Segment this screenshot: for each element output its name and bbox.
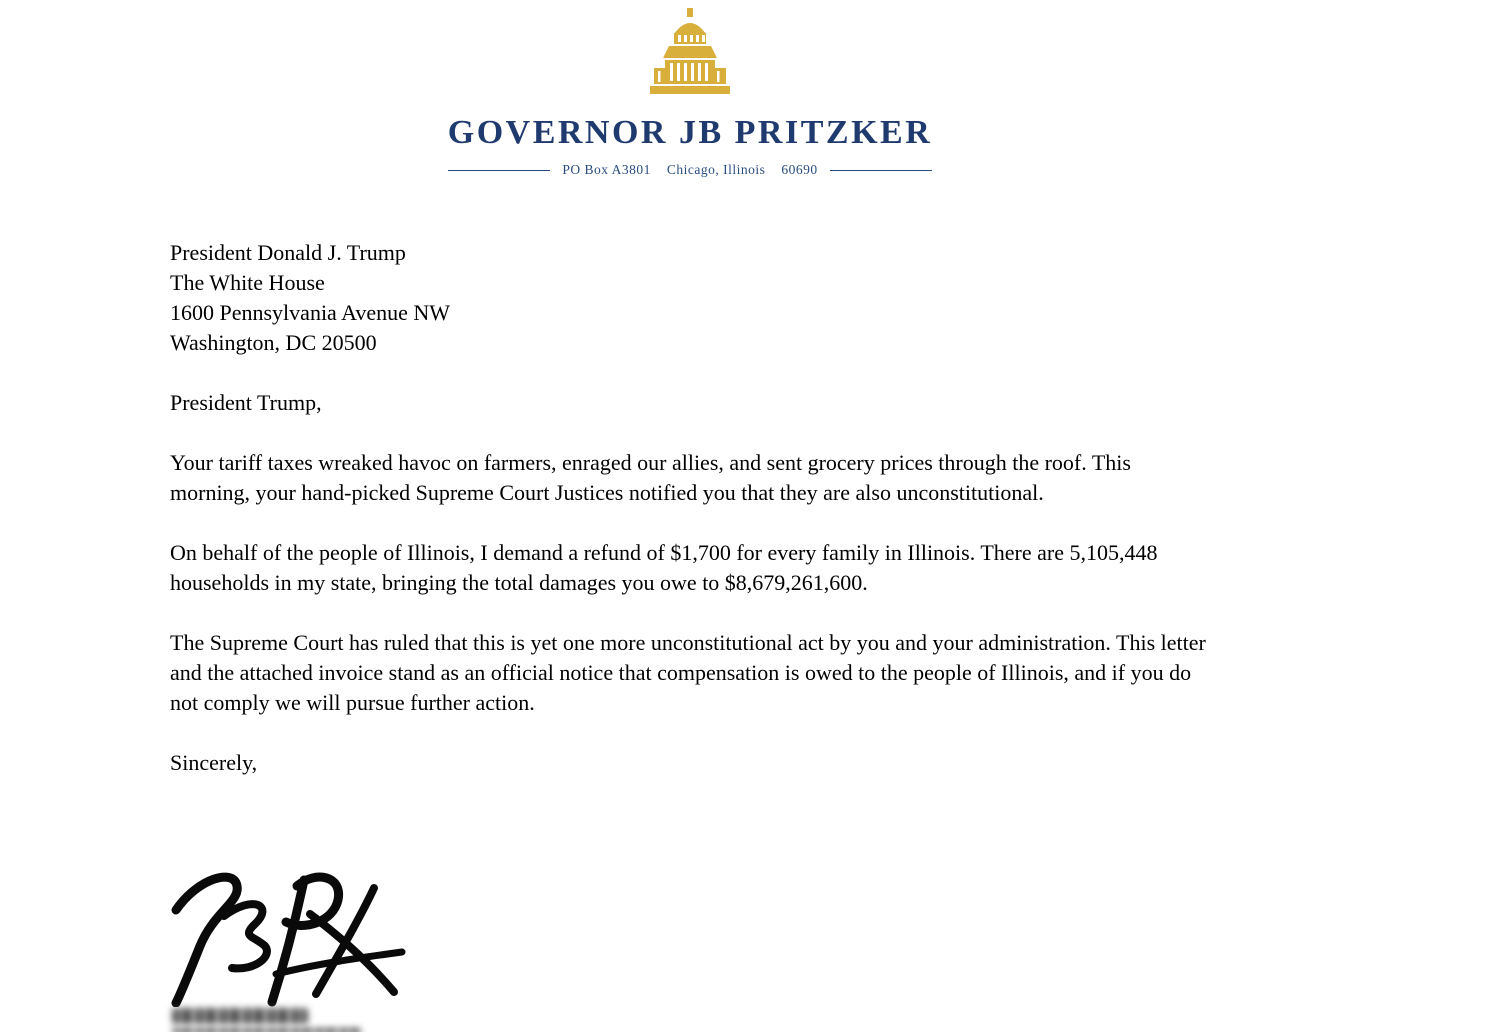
letterhead-po-box: PO Box A3801 <box>562 162 651 177</box>
letterhead-title: GOVERNOR JB PRITZKER <box>447 114 933 151</box>
letter-body <box>170 238 1210 808</box>
recipient-address-block <box>170 238 1210 358</box>
recipient-line: The White House <box>170 270 325 295</box>
closing: Sincerely, <box>170 750 258 775</box>
blurred-signer-title <box>172 1028 362 1032</box>
letterhead-city: Chicago, Illinois <box>666 162 766 177</box>
letterhead-rule-right <box>830 170 932 171</box>
capitol-dome-icon <box>650 8 730 104</box>
salutation: President Trump, <box>170 390 322 415</box>
blurred-signer-name <box>172 1008 308 1024</box>
signature-scrawl <box>158 852 408 1007</box>
letterhead-address <box>562 162 817 178</box>
paragraph-2: On behalf of the people of Illinois, I demand a refund of $1,700 for every family in Illinois. There are 5,105,448 households in my state, bringing the total damages you owe to $8,679,261,600. <box>170 540 1158 595</box>
recipient-line: President Donald J. Trump <box>170 240 406 265</box>
paragraph-3: The Supreme Court has ruled that this is yet one more unconstitutional act by you and your administration. This letter and the attached invoice stand as an official notice that compensation is owed to the people of Illinois, and if you do not comply we will pursue further action. <box>170 630 1206 715</box>
recipient-line: Washington, DC 20500 <box>170 330 377 355</box>
letterhead <box>390 8 990 178</box>
letterhead-zip: 60690 <box>781 162 818 177</box>
letterhead-rule-left <box>448 170 550 171</box>
letterhead-address-row <box>390 162 990 178</box>
recipient-line: 1600 Pennsylvania Avenue NW <box>170 300 451 325</box>
paragraph-1: Your tariff taxes wreaked havoc on farmers, enraged our allies, and sent grocery prices through the roof. This morning, your hand-picked Supreme Court Justices notified you that they are also unconstitutional. <box>170 450 1131 505</box>
